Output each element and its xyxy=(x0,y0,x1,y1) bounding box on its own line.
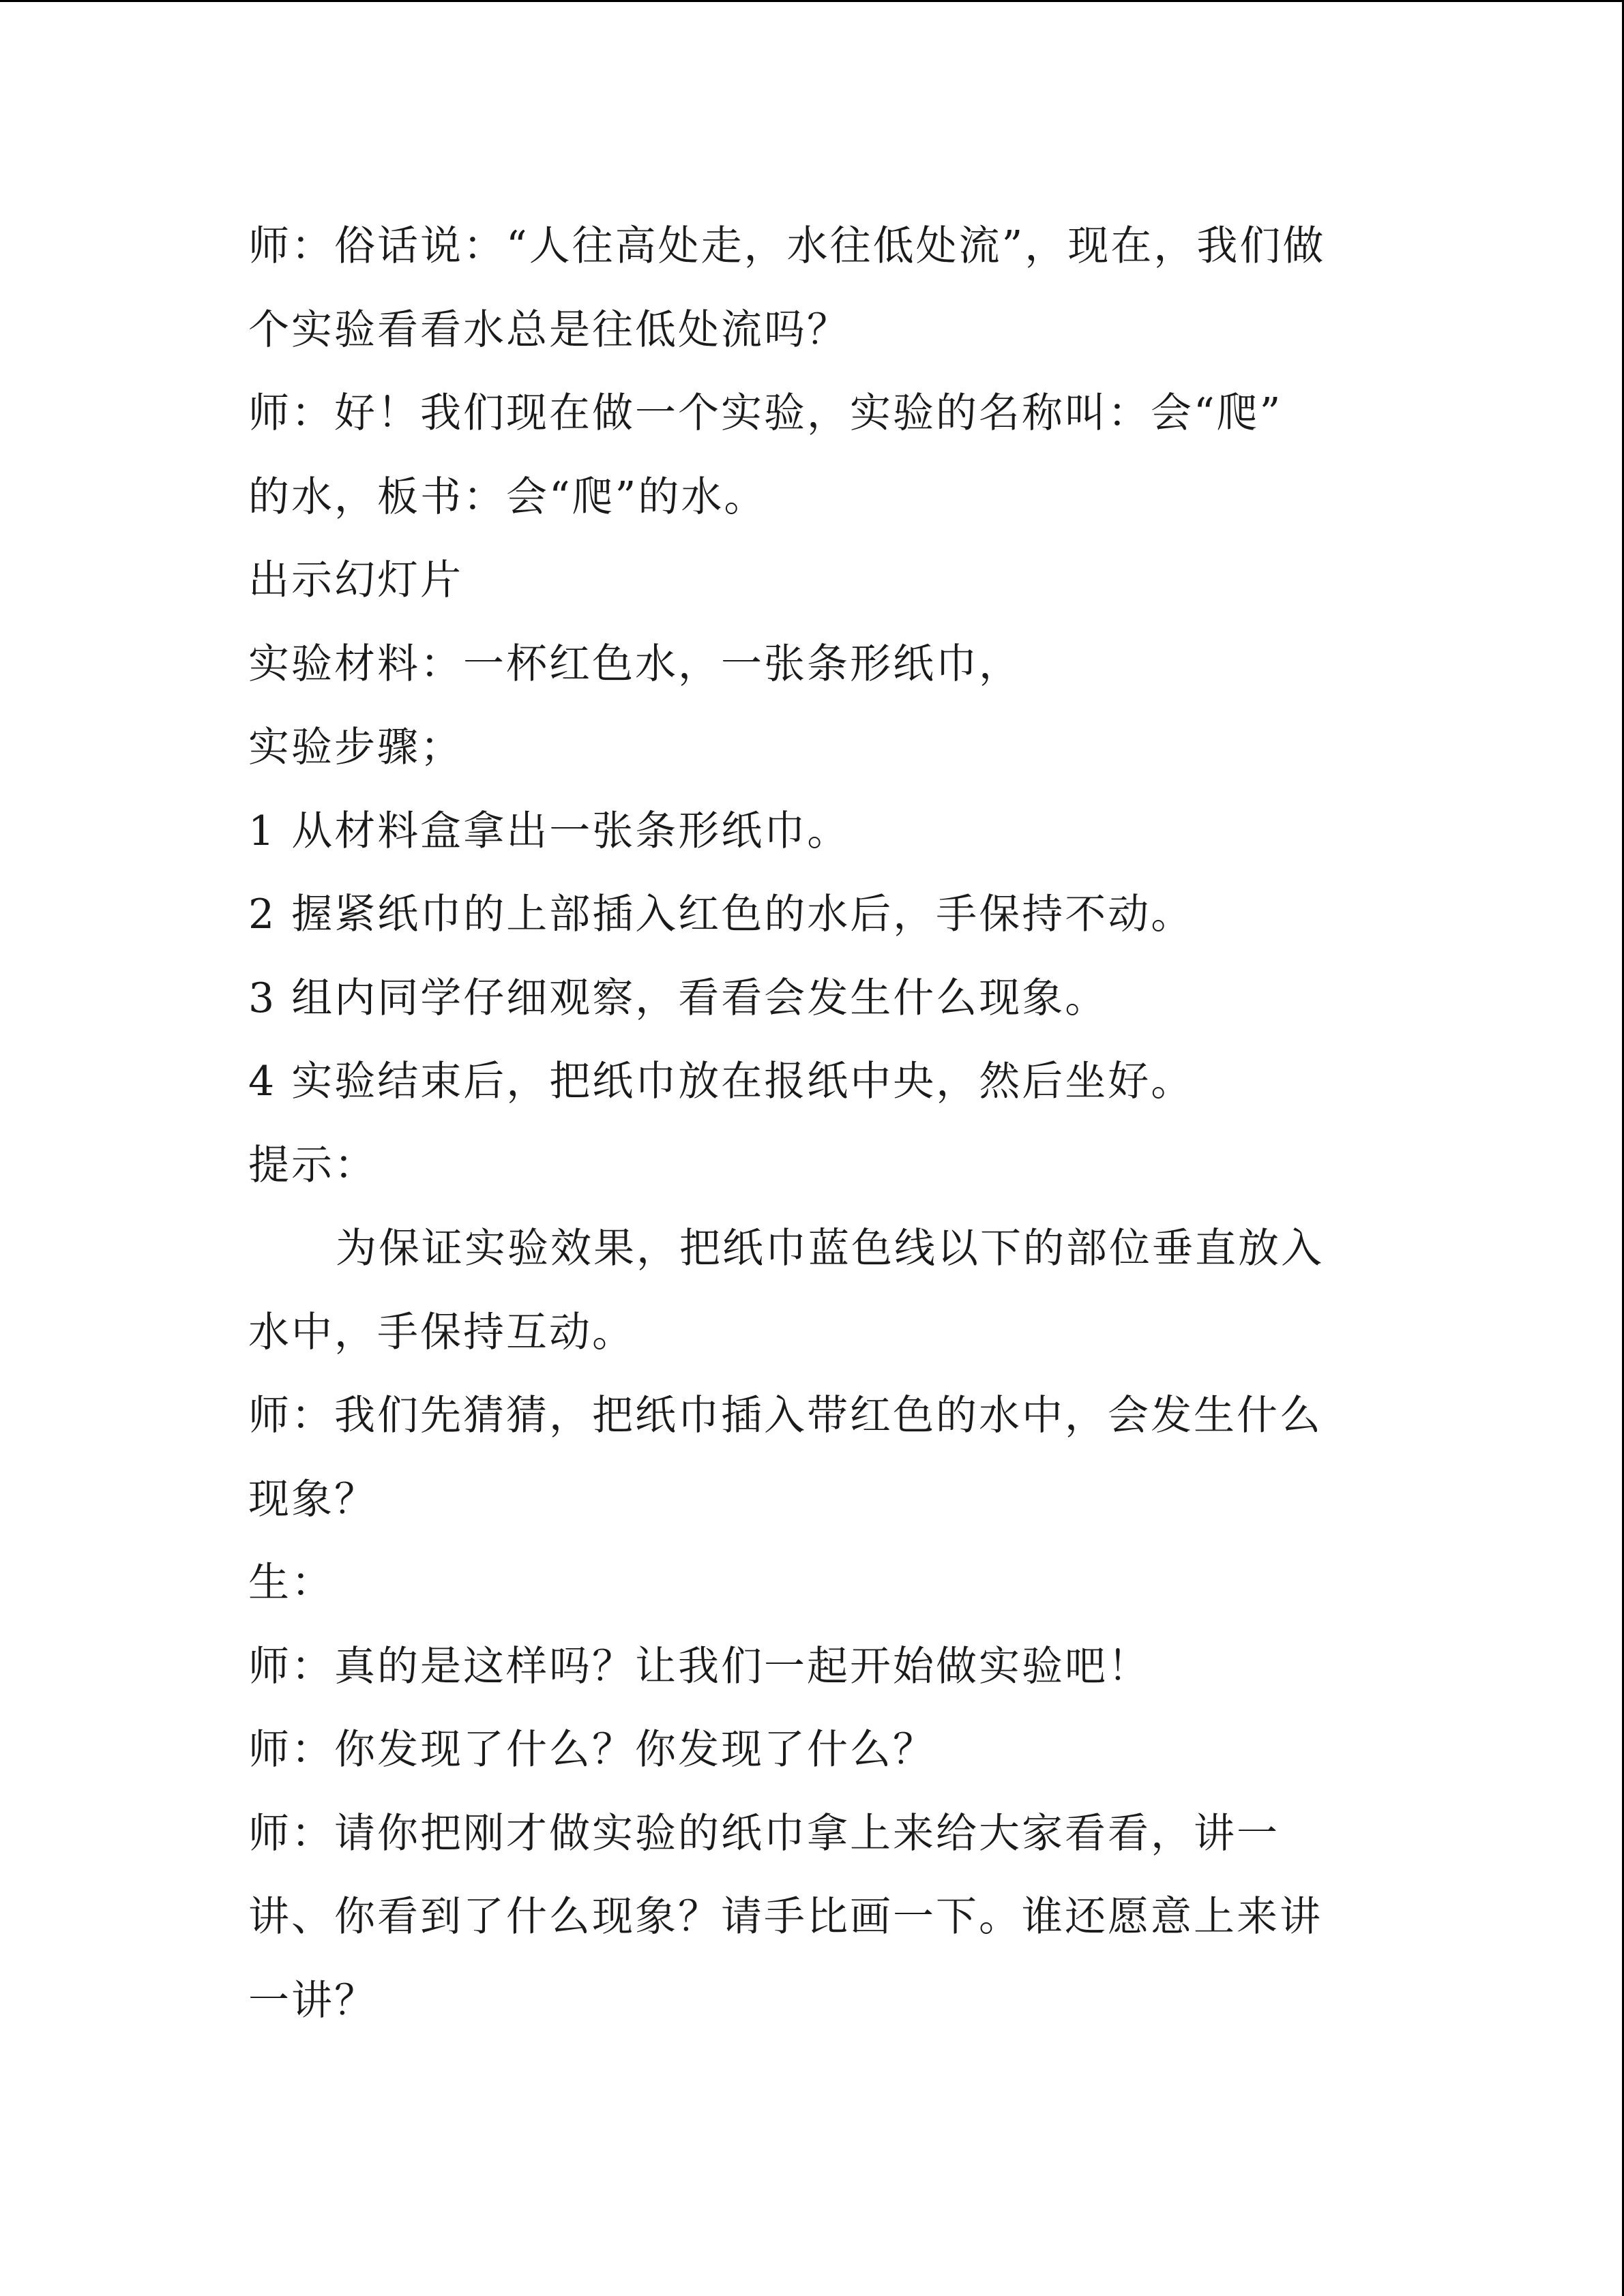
text-line-teacher-guess-cont: 现象？ xyxy=(248,1475,377,1523)
text-line-teacher-show: 师：请你把刚才做实验的纸巾拿上来给大家看看，讲一 xyxy=(248,1809,1280,1858)
text-line-teacher-start: 师：真的是这样吗？让我们一起开始做实验吧！ xyxy=(248,1642,1151,1690)
text-line-teacher-saying-cont: 个实验看看水总是往低处流吗？ xyxy=(248,305,850,354)
text-line-teacher-show-cont: 讲、你看到了什么现象？请手比画一下。谁还愿意上来讲 xyxy=(248,1893,1323,1941)
text-line-teacher-saying: 师：俗话说：“人往高处走，水往低处流”，现在，我们做 xyxy=(248,222,1326,270)
text-line-experiment-name-cont: 的水，板书：会“爬”的水。 xyxy=(248,473,767,521)
text-line-step-4: 4 实验结束后，把纸巾放在报纸中央，然后坐好。 xyxy=(248,1058,1194,1105)
text-line-teacher-show-end: 一讲？ xyxy=(248,1976,377,2025)
text-line-teacher-discover: 师：你发现了什么？你发现了什么？ xyxy=(248,1726,936,1774)
text-line-tip-cont: 水中，手保持互动。 xyxy=(248,1308,635,1356)
text-line-step-3: 3 组内同学仔细观察，看看会发生什么现象。 xyxy=(248,974,1108,1022)
text-line-step-1: 1 从材料盒拿出一张条形纸巾。 xyxy=(248,807,851,855)
text-line-steps-heading: 实验步骤； xyxy=(248,724,463,771)
text-line-teacher-guess: 师：我们先猜猜，把纸巾插入带红色的水中，会发生什么 xyxy=(248,1392,1323,1440)
text-line-experiment-name: 师：好！我们现在做一个实验，实验的名称叫：会“爬” xyxy=(248,389,1283,437)
text-line-student: 生： xyxy=(248,1559,334,1607)
text-line-tip: 为保证实验效果，把纸巾蓝色线以下的部位垂直放入 xyxy=(336,1225,1324,1272)
document-body xyxy=(248,205,1374,2042)
text-line-show-slides: 出示幻灯片 xyxy=(248,556,463,604)
text-line-tips-heading: 提示： xyxy=(248,1141,377,1189)
text-line-materials: 实验材料：一杯红色水，一张条形纸巾， xyxy=(248,640,1022,688)
page-border-top xyxy=(0,0,1624,2)
text-line-step-2: 2 握紧纸巾的上部插入红色的水后，手保持不动。 xyxy=(248,891,1194,938)
